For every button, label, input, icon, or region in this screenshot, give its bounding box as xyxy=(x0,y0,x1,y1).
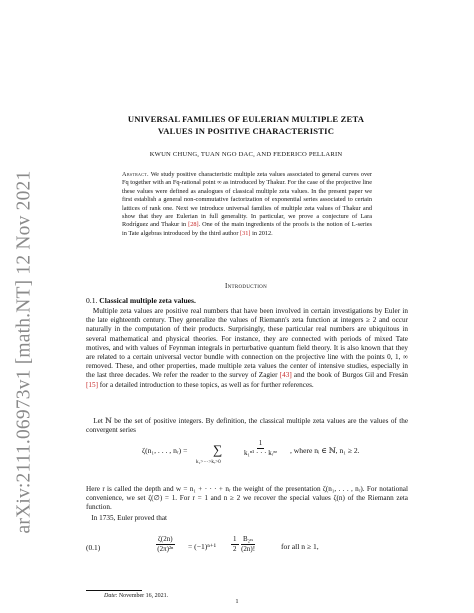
paragraph-3: Here r is called the depth and w = n₁ + · · · + nᵣ the weight of the presentation ζ(n₁, . . . , nᵣ). For notational convenience, we set ζ(∅) = 1. For r = 1 and n ≥ 2 we recover the special values ζ(n) of the Riemann zeta function. xyxy=(86,485,408,512)
abstract-citation-31[interactable]: [31] xyxy=(240,229,251,237)
euler-frac3-num: B₂ₙ xyxy=(243,535,254,543)
abstract-text: We study positive characteristic multiple zeta values associated to general curves over Fq together with an Fq-rational point ∞ as introduced by Thakur. For the case of the projective line these values were defined as analogues of classical multiple zeta values. In the present paper we first establish a general non-commutative factorization of exponential series associated to certain lattices of rank one. Next we introduce universal families of multiple zeta values of Thakur and show that they are Eulerian in full generality. In particular, we prove a conjecture of Lara Rodríguez and Thakur in xyxy=(122,171,372,229)
footnote-text: : November 16, 2021. xyxy=(115,593,169,599)
paragraph-1-text-2: and the book of Burgos Gil and Fresán xyxy=(293,371,408,380)
title-line-1: UNIVERSAL FAMILIES OF EULERIAN MULTIPLE ZETA xyxy=(127,114,365,124)
subsection-heading xyxy=(86,296,196,305)
euler-middle: = (−1)ⁿ⁺¹ xyxy=(188,542,216,551)
sum-subscript: k₁>···>kᵣ>0 xyxy=(196,459,221,465)
footnote-label: Date xyxy=(104,593,116,599)
sum-symbol: ∑ xyxy=(213,442,223,457)
abstract-label: Abstract. xyxy=(122,171,149,178)
equation-lhs: ζ(n₁, . . . , nᵣ) = xyxy=(142,446,188,455)
abstract-citation-28[interactable]: [28] xyxy=(188,221,199,229)
euler-condition: for all n ≥ 1, xyxy=(281,542,319,551)
paragraph-4-text: In 1735, Euler proved that xyxy=(91,514,168,522)
paragraph-2-text: Let ℕ be the set of positive integers. By definition, the classical multiple zeta values are the values of the convergent series xyxy=(86,417,409,435)
abstract-text-2: . One of the main ingredients of the proofs is the notion of L-series in Tate algebras introduced by the third author xyxy=(122,221,373,237)
euler-frac1-den: (2π)²ⁿ xyxy=(157,545,174,553)
paragraph-1-text: Multiple zeta values are positive real numbers that have been involved in certain investigations by Euler in the late eighteenth century. They generalize the values of Riemann's zeta function at integers ≥ 2 and occur naturally in the computation of their products. Surprisingly, these particular real numbers are ubiquitous in several mathematical and physical theories. For instance, they are connected with periods of mixed Tate motives, and with values of Feynman integrals in perturbative quantum field theory. It is also known that they are related to a certain universal vector bundle with connection on the projective line with the points 0, 1, ∞ removed. These, and other properties, made multiple zeta values the center of intensive studies, especially in the last three decades. We refer the reader to the survey of Zagier xyxy=(86,307,408,380)
paragraph-2 xyxy=(86,417,408,435)
abstract xyxy=(122,171,372,238)
citation-43[interactable]: [43] xyxy=(279,371,292,380)
euler-fraction-bernoulli xyxy=(241,535,255,554)
arxiv-identifier-stamp xyxy=(12,132,36,572)
euler-frac2-num: 1 xyxy=(233,535,237,543)
euler-frac1-num: ζ(2n) xyxy=(158,535,173,543)
section-heading: Introduction xyxy=(224,282,268,290)
authors: KWUN CHUNG, TUAN NGO DAC, AND FEDERICO PELLARIN xyxy=(149,151,343,158)
subsection-title: Classical multiple zeta values. xyxy=(99,296,196,305)
paragraph-1-text-3: for a detailed introduction to these topics, as well as for further references. xyxy=(99,380,314,389)
equation-number: (0.1) xyxy=(86,543,101,552)
euler-frac2-den: 2 xyxy=(233,545,237,553)
equation-condition: , where nᵢ ∈ ℕ, n₁ ≥ 2. xyxy=(290,446,360,455)
fraction-numerator: 1 xyxy=(258,439,263,447)
abstract-text-3: in 2012. xyxy=(252,229,273,237)
equation-fraction xyxy=(244,439,277,458)
citation-15[interactable]: [15] xyxy=(86,380,98,389)
euler-fraction-zeta xyxy=(156,535,175,554)
paper-title xyxy=(100,113,392,137)
footnote-rule xyxy=(86,590,142,591)
title-line-2: VALUES IN POSITIVE CHARACTERISTIC xyxy=(157,126,335,136)
euler-fraction-half xyxy=(231,535,239,554)
paragraph-1 xyxy=(86,307,408,390)
paragraph-4 xyxy=(86,514,408,523)
euler-frac3-den: (2n)! xyxy=(241,545,256,553)
page-number: 1 xyxy=(235,598,239,605)
fraction-denominator: k₁ⁿ¹ · · · kᵣⁿʳ xyxy=(244,449,278,457)
arxiv-stamp-text: arXiv:2111.06973v1 [math.NT] 12 Nov 2021 xyxy=(13,170,34,534)
subsection-number: 0.1. xyxy=(86,296,98,305)
